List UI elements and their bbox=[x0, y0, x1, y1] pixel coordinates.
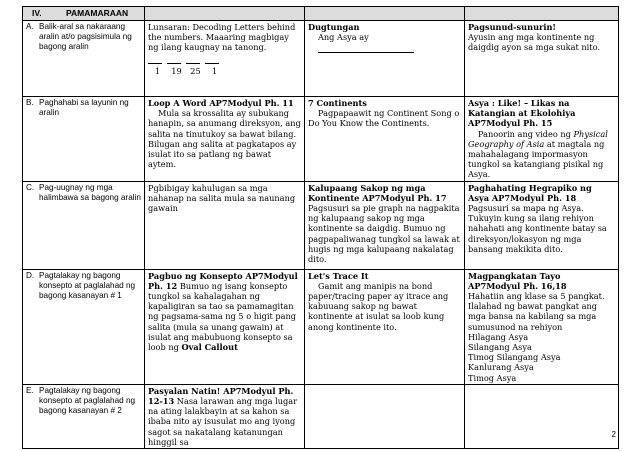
procedure-cell: B. Paghahabi sa layunin ng aralin bbox=[23, 97, 145, 182]
answer-blanks bbox=[148, 56, 301, 66]
section-title-text: PAMAMARAAN bbox=[66, 8, 129, 18]
table-row bbox=[23, 269, 619, 384]
activity-cell: Lunsaran: Decoding Letters behind the numbers. Maaaring magbigay ng ilang kaugnay na tanong. 1 19 25 1 bbox=[145, 21, 305, 97]
procedure-cell: D. Pagtalakay ng bagong konsepto at paglalahad ng bagong kasanayan # 1 bbox=[23, 269, 145, 384]
activity-cell: Let's Trace It Gamit ang manipis na bond paper/tracing paper ay itrace ang kabuuang sakop ng bawat kontinente at isulat sa loob kung anong kontinente ito. bbox=[305, 269, 465, 384]
activity-cell: 7 Continents Pagpapaawit ng Continent Song o Do You Know the Continents. bbox=[305, 97, 465, 182]
activity-cell: Kalupaang Sakop ng mga Kontinente AP7Modyul Ph. 17 Pagsusuri sa pie graph na nagpakita ng kalupaang sakop ng mga kontinente sa daigdig. Bumuo ng pagpapaliwanag tungkol sa lawak at hugis ng mga kalupaang nakalatag dito. bbox=[305, 181, 465, 269]
procedure-cell: A. Balik-aral sa nakaraang aralin at/o pagsisimula ng bagong aralin bbox=[23, 21, 145, 97]
section-number: IV. bbox=[32, 8, 42, 18]
activity-cell: Dugtungan Ang Asya ay bbox=[305, 21, 465, 97]
activity-cell bbox=[465, 384, 619, 448]
code-numbers: 1 19 25 1 bbox=[154, 65, 218, 76]
table-row bbox=[23, 181, 619, 269]
page-number: 2 bbox=[611, 430, 616, 439]
activity-cell: Magpangkatan Tayo AP7Modyul Ph. 16,18 Hahatiin ang klase sa 5 pangkat. Ilalahad ng bawat pangkat ang mga bansa na kabilang sa mga sumusunod na rehiyon Hilagang Asya Silangang Asya Timog Silangang Asya Kanlurang Asya Timog Asya bbox=[465, 269, 619, 384]
fill-in-blank bbox=[318, 44, 414, 53]
table-row bbox=[23, 97, 619, 182]
activity-cell: Pasyalan Natin! AP7Modyul Ph. 12-13 Nasa larawan ang mga lugar na ating lalakbayin at sa kahon sa ibaba nito ay isusulat mo ang iyong sagot sa nakatalang katanungan hinggil sa bbox=[145, 384, 305, 448]
table-row bbox=[23, 384, 619, 448]
activity-cell: Asya : Like! – Likas na Katangian at Ekolohiya AP7Modyul Ph. 15 Panoorin ang video ng Physical Geography of Asia at magtala ng mahahalagang impormasyon tungkol sa katangiang pisikal ng Asya. bbox=[465, 97, 619, 182]
table-row bbox=[23, 21, 619, 97]
section-title bbox=[23, 7, 145, 21]
activity-cell: Pgbibigay kahulugan sa mga nahanap na salita mula sa naunang gawain bbox=[145, 181, 305, 269]
procedure-cell: E. Pagtalakay ng bagong konsepto at paglalahad ng bagong kasanayan # 2 bbox=[23, 384, 145, 448]
activity-cell: Pagsunud-sunurin! Ayusin ang mga kontinente ng daigdig ayon sa mga sukat nito. bbox=[465, 21, 619, 97]
activity-cell: Paghahating Hegrapiko ng Asya AP7Modyul Ph. 18 Pagsusuri sa mapa ng Asya. Tukuyin kung sa ilang rehiyon nahahati ang kontinente batay sa direksyon/lokasyon ng mga bansang makikita dito. bbox=[465, 181, 619, 269]
procedure-cell: C. Pag-uugnay ng mga halimbawa sa bagong aralin bbox=[23, 181, 145, 269]
section-header-row bbox=[23, 7, 619, 21]
activity-cell: Pagbuo ng Konsepto AP7Modyul Ph. 12 Bumuo ng isang konsepto tungkol sa kahalagahan ng kapaligiran sa tao sa pamamagitan ng pagsama-sama ng 5 o higit pang salita (mula sa unang gawain) at isulat ang mabubuong konsepto sa loob ng Oval Callout bbox=[145, 269, 305, 384]
activity-cell bbox=[305, 384, 465, 448]
activity-cell: Loop A Word AP7Modyul Ph. 11 Mula sa krossalita ay subukang hanapin, sa anumang direksyon, ang salita na tinutukoy sa bawat bilang. Bilugan ang salita at pagkatapos ay isulat ito sa patlang ng bawat aytem. bbox=[145, 97, 305, 182]
procedure-table bbox=[22, 6, 619, 449]
